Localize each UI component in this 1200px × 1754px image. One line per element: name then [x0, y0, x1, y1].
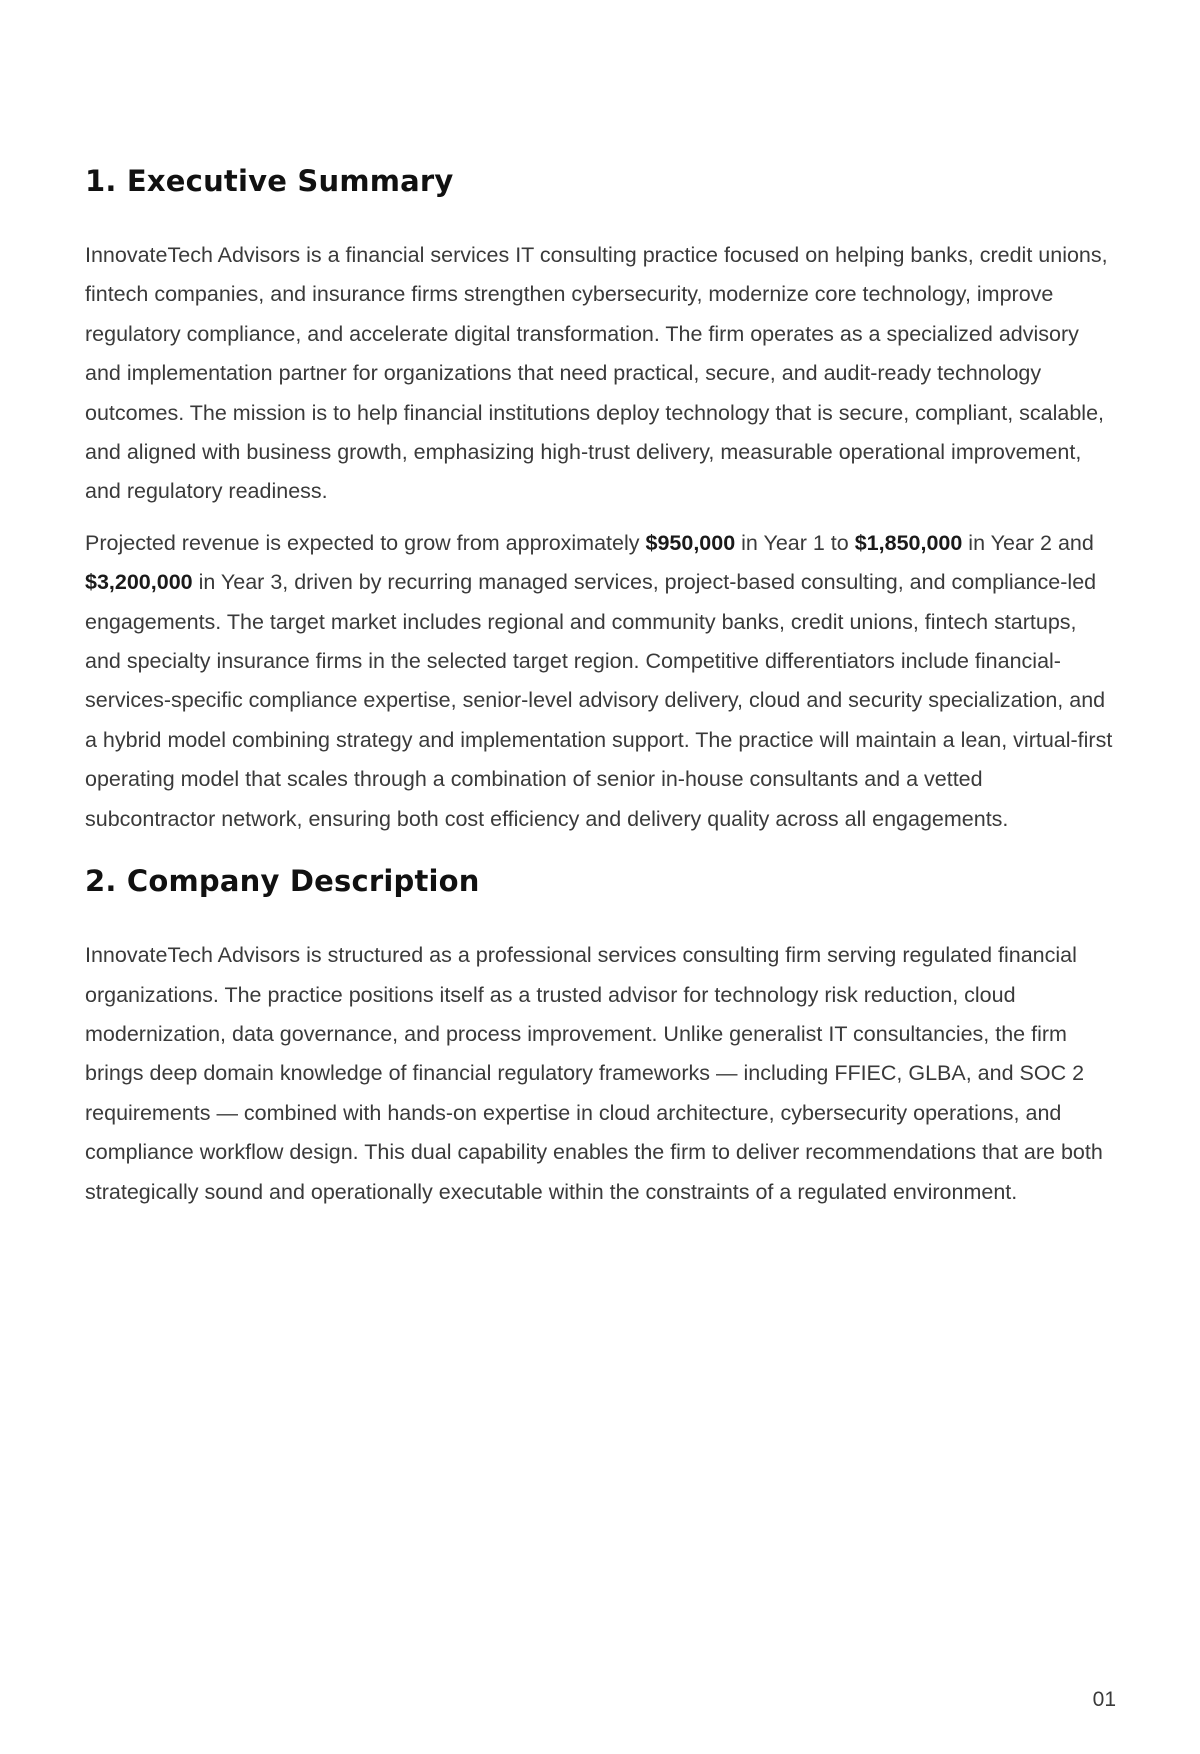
section-heading-executive-summary: 1. Executive Summary	[85, 164, 454, 198]
section-heading-company-description: 2. Company Description	[85, 864, 480, 899]
revenue-rest-text: in Year 3, driven by recurring managed services, project-based consulting, and compliance-led engagements. The target market includes regional and community banks, credit unions, fintech startups, and specialty insurance firms in the selected target region. Competitive differentiators include financial-services-specific compliance expertise, senior-level advisory delivery, cloud and security specialization, and a hybrid model combining strategy and implementation support. The practice will maintain a lean, virtual-first operating model that scales through a combination of senior in-house consultants and a vetted subcontractor network, ensuring both cost efficiency and delivery quality across all engagements.	[85, 570, 1113, 831]
revenue-intro-text: Projected revenue is expected to grow from approximately	[85, 530, 646, 555]
company-description-paragraph-1: InnovateTech Advisors is structured as a professional services consulting firm serving regulated financial organizations. The practice positions itself as a trusted advisor for technology risk reduction, cloud modernization, data governance, and process improvement. Unlike generalist IT consultancies, the firm brings deep domain knowledge of financial regulatory frameworks — including FFIEC, GLBA, and SOC 2 requirements — combined with hands-on expertise in cloud architecture, cybersecurity operations, and compliance workflow design. This dual capability enables the firm to deliver recommendations that are both strategically sound and operationally executable within the constraints of a regulated environment.	[85, 943, 1103, 1204]
page-number: 01	[1092, 1688, 1116, 1711]
revenue-year-3: $3,200,000	[85, 570, 193, 595]
executive-summary-paragraph-1: InnovateTech Advisors is a financial services IT consulting practice focused on helping banks, credit unions, fintech companies, and insurance firms strengthen cybersecurity, modernize core technology, improve regulatory compliance, and accelerate digital transformation. The firm operates as a specialized advisory and implementation partner for organizations that need practical, secure, and audit-ready technology outcomes. The mission is to help financial institutions deploy technology that is secure, compliant, scalable, and aligned with business growth, emphasizing high-trust delivery, measurable operational improvement, and regulatory readiness.	[85, 243, 1108, 504]
page-content	[85, 163, 1115, 1212]
revenue-year-1: $950,000	[645, 530, 736, 555]
revenue-year-2: $1,850,000	[854, 530, 963, 555]
executive-summary-paragraph-2	[85, 524, 1115, 839]
revenue-connector-2: in Year 2 and	[962, 530, 1094, 555]
revenue-connector-1: in Year 1 to	[735, 530, 855, 555]
